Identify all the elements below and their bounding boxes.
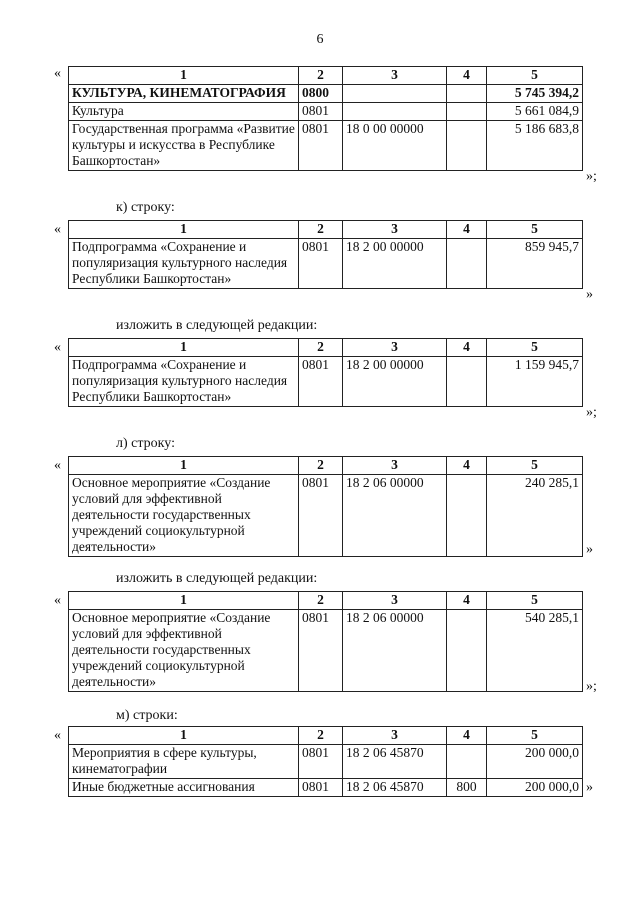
column-header: 4 bbox=[447, 221, 487, 239]
amount: 240 285,1 bbox=[487, 475, 583, 557]
paragraph-k: к) строку: bbox=[116, 200, 175, 215]
column-header: 2 bbox=[299, 339, 343, 357]
target-code: 18 2 06 00000 bbox=[343, 610, 447, 692]
column-header: 5 bbox=[487, 339, 583, 357]
row-name: Иные бюджетные ассигнования bbox=[69, 779, 299, 797]
table-header-row bbox=[69, 221, 583, 239]
expense-type bbox=[447, 103, 487, 121]
row-name: Основное мероприятие «Создание условий для эффективной деятельности государственных учреждений социокультурной деятельности» bbox=[69, 475, 299, 557]
paragraph-m: м) строки: bbox=[116, 708, 178, 723]
column-header: 1 bbox=[69, 592, 299, 610]
section-code: 0801 bbox=[299, 745, 343, 779]
row-name: Подпрограмма «Сохранение и популяризация культурного наследия Республики Башкортостан» bbox=[69, 239, 299, 289]
open-quote: « bbox=[54, 340, 61, 355]
budget-table-events bbox=[68, 726, 583, 797]
open-quote: « bbox=[54, 222, 61, 237]
column-header: 3 bbox=[343, 339, 447, 357]
column-header: 5 bbox=[487, 457, 583, 475]
column-header: 1 bbox=[69, 727, 299, 745]
column-header: 5 bbox=[487, 727, 583, 745]
column-header: 5 bbox=[487, 592, 583, 610]
column-header: 2 bbox=[299, 67, 343, 85]
amount: 1 159 945,7 bbox=[487, 357, 583, 407]
section-code: 0801 bbox=[299, 610, 343, 692]
open-quote: « bbox=[54, 728, 61, 743]
table-row bbox=[69, 779, 583, 797]
table-row bbox=[69, 610, 583, 692]
section-code: 0800 bbox=[299, 85, 343, 103]
budget-table-new-activity bbox=[68, 591, 583, 692]
expense-type bbox=[447, 121, 487, 171]
close-quote: »; bbox=[586, 679, 597, 694]
table-row bbox=[69, 745, 583, 779]
amount: 5 661 084,9 bbox=[487, 103, 583, 121]
budget-table-culture bbox=[68, 66, 583, 171]
column-header: 4 bbox=[447, 67, 487, 85]
section-code: 0801 bbox=[299, 779, 343, 797]
row-name: Подпрограмма «Сохранение и популяризация культурного наследия Республики Башкортостан» bbox=[69, 357, 299, 407]
expense-type bbox=[447, 85, 487, 103]
column-header: 2 bbox=[299, 727, 343, 745]
table-header-row bbox=[69, 727, 583, 745]
amount: 5 186 683,8 bbox=[487, 121, 583, 171]
expense-type bbox=[447, 745, 487, 779]
column-header: 4 bbox=[447, 727, 487, 745]
table-row bbox=[69, 475, 583, 557]
amount: 200 000,0 bbox=[487, 779, 583, 797]
close-quote: »; bbox=[586, 405, 597, 420]
close-quote: »; bbox=[586, 169, 597, 184]
table-header-row bbox=[69, 67, 583, 85]
open-quote: « bbox=[54, 458, 61, 473]
column-header: 3 bbox=[343, 67, 447, 85]
column-header: 3 bbox=[343, 592, 447, 610]
amount: 859 945,7 bbox=[487, 239, 583, 289]
column-header: 1 bbox=[69, 221, 299, 239]
expense-type bbox=[447, 357, 487, 407]
table-row bbox=[69, 357, 583, 407]
paragraph-l: л) строку: bbox=[116, 436, 175, 451]
table-row bbox=[69, 85, 583, 103]
budget-table-new-subprogram bbox=[68, 338, 583, 407]
target-code bbox=[343, 85, 447, 103]
row-name: Культура bbox=[69, 103, 299, 121]
table-row bbox=[69, 121, 583, 171]
open-quote: « bbox=[54, 593, 61, 608]
target-code: 18 2 06 45870 bbox=[343, 779, 447, 797]
section-code: 0801 bbox=[299, 121, 343, 171]
target-code: 18 0 00 00000 bbox=[343, 121, 447, 171]
close-quote: » bbox=[586, 780, 593, 795]
column-header: 4 bbox=[447, 339, 487, 357]
column-header: 1 bbox=[69, 339, 299, 357]
table-row bbox=[69, 239, 583, 289]
target-code: 18 2 00 00000 bbox=[343, 239, 447, 289]
column-header: 3 bbox=[343, 727, 447, 745]
column-header: 3 bbox=[343, 457, 447, 475]
target-code: 18 2 00 00000 bbox=[343, 357, 447, 407]
section-code: 0801 bbox=[299, 475, 343, 557]
target-code bbox=[343, 103, 447, 121]
section-code: 0801 bbox=[299, 357, 343, 407]
column-header: 4 bbox=[447, 457, 487, 475]
column-header: 1 bbox=[69, 457, 299, 475]
target-code: 18 2 06 00000 bbox=[343, 475, 447, 557]
column-header: 5 bbox=[487, 221, 583, 239]
expense-type: 800 bbox=[447, 779, 487, 797]
amount: 200 000,0 bbox=[487, 745, 583, 779]
column-header: 2 bbox=[299, 221, 343, 239]
target-code: 18 2 06 45870 bbox=[343, 745, 447, 779]
row-name: Основное мероприятие «Создание условий для эффективной деятельности государственных учреждений социокультурной деятельности» bbox=[69, 610, 299, 692]
close-quote: » bbox=[586, 542, 593, 557]
open-quote: « bbox=[54, 66, 61, 81]
budget-table-old-activity bbox=[68, 456, 583, 557]
paragraph-new-wording-2: изложить в следующей редакции: bbox=[116, 571, 318, 586]
table-header-row bbox=[69, 339, 583, 357]
expense-type bbox=[447, 475, 487, 557]
paragraph-new-wording-1: изложить в следующей редакции: bbox=[116, 318, 318, 333]
row-name: Государственная программа «Развитие культуры и искусства в Республике Башкортостан» bbox=[69, 121, 299, 171]
column-header: 1 bbox=[69, 67, 299, 85]
column-header: 2 bbox=[299, 592, 343, 610]
column-header: 5 bbox=[487, 67, 583, 85]
table-header-row bbox=[69, 457, 583, 475]
row-name: КУЛЬТУРА, КИНЕМАТОГРАФИЯ bbox=[69, 85, 299, 103]
expense-type bbox=[447, 239, 487, 289]
close-quote: » bbox=[586, 287, 593, 302]
section-code: 0801 bbox=[299, 239, 343, 289]
page-number: 6 bbox=[316, 32, 324, 47]
budget-table-old-subprogram bbox=[68, 220, 583, 289]
expense-type bbox=[447, 610, 487, 692]
table-row bbox=[69, 103, 583, 121]
column-header: 4 bbox=[447, 592, 487, 610]
column-header: 2 bbox=[299, 457, 343, 475]
column-header: 3 bbox=[343, 221, 447, 239]
amount: 540 285,1 bbox=[487, 610, 583, 692]
amount: 5 745 394,2 bbox=[487, 85, 583, 103]
table-header-row bbox=[69, 592, 583, 610]
row-name: Мероприятия в сфере культуры, кинематографии bbox=[69, 745, 299, 779]
section-code: 0801 bbox=[299, 103, 343, 121]
